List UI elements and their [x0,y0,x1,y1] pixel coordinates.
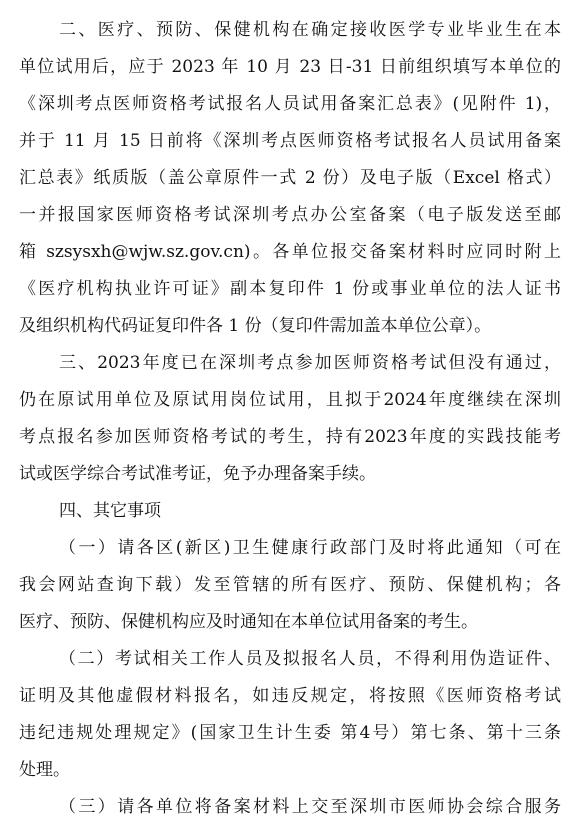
paragraph-3-line-2: 仍在原试用单位及原试用岗位试用，且拟于2024年度继续在深圳 [19,390,561,410]
paragraph-2-line-1: 二、医疗、预防、保健机构在确定接收医学专业毕业生在本 [59,20,561,40]
item-1-line-3: 医疗、预防、保健机构应及时通知在本单位试用备案的考生。 [19,612,478,632]
paragraph-2-line-9: 及组织机构代码证复印件各 1 份（复印件需加盖本单位公章）。 [19,316,492,336]
paragraph-3-line-4: 试或医学综合考试准考证，免予办理备案手续。 [19,464,376,484]
paragraph-2-line-6: 一并报国家医师资格考试深圳考点办公室备案（电子版发送至邮 [19,205,561,225]
paragraph-2-line-5: 汇总表》纸质版（盖公章原件一式 2 份）及电子版（Excel 格式） [19,168,561,188]
paragraph-2-line-7: 箱 szsysxh@wjw.sz.gov.cn)。各单位报交备案材料时应同时附上 [19,242,561,262]
item-1-line-2: 我会网站查询下载）发至管辖的所有医疗、预防、保健机构；各 [19,575,561,595]
paragraph-2-line-2: 单位试用后，应于 2023 年 10 月 23 日-31 日前组织填写本单位的 [19,57,561,77]
paragraph-2-line-4: 并于 11 月 15 日前将《深圳考点医师资格考试报名人员试用备案 [19,131,561,151]
section-4-heading: 四、其它事项 [59,501,161,521]
item-1-line-1: （一）请各区(新区)卫生健康行政部门及时将此通知（可在 [59,538,561,558]
paragraph-2-line-8: 《医疗机构执业许可证》副本复印件 1 份或事业单位的法人证书 [19,279,561,299]
paragraph-3-line-3: 考点报名参加医师资格考试的考生，持有2023年度的实践技能考 [19,427,561,447]
item-2-line-1: （二）考试相关工作人员及拟报名人员，不得利用伪造证件、 [59,649,561,669]
item-2-line-3: 违纪违规处理规定》(国家卫生计生委 第4号）第七条、第十三条 [19,723,561,743]
paragraph-2-line-3: 《深圳考点医师资格考试报名人员试用备案汇总表》(见附件 1)， [19,94,561,114]
item-3-line-1: （三）请各单位将备案材料上交至深圳市医师协会综合服务 [59,797,561,817]
paragraph-3-line-1: 三、2023年度已在深圳考点参加医师资格考试但没有通过， [59,353,561,373]
item-2-line-4: 处理。 [19,760,70,780]
item-2-line-2: 证明及其他虚假材料报名，如违反规定，将按照《医师资格考试 [19,686,561,706]
